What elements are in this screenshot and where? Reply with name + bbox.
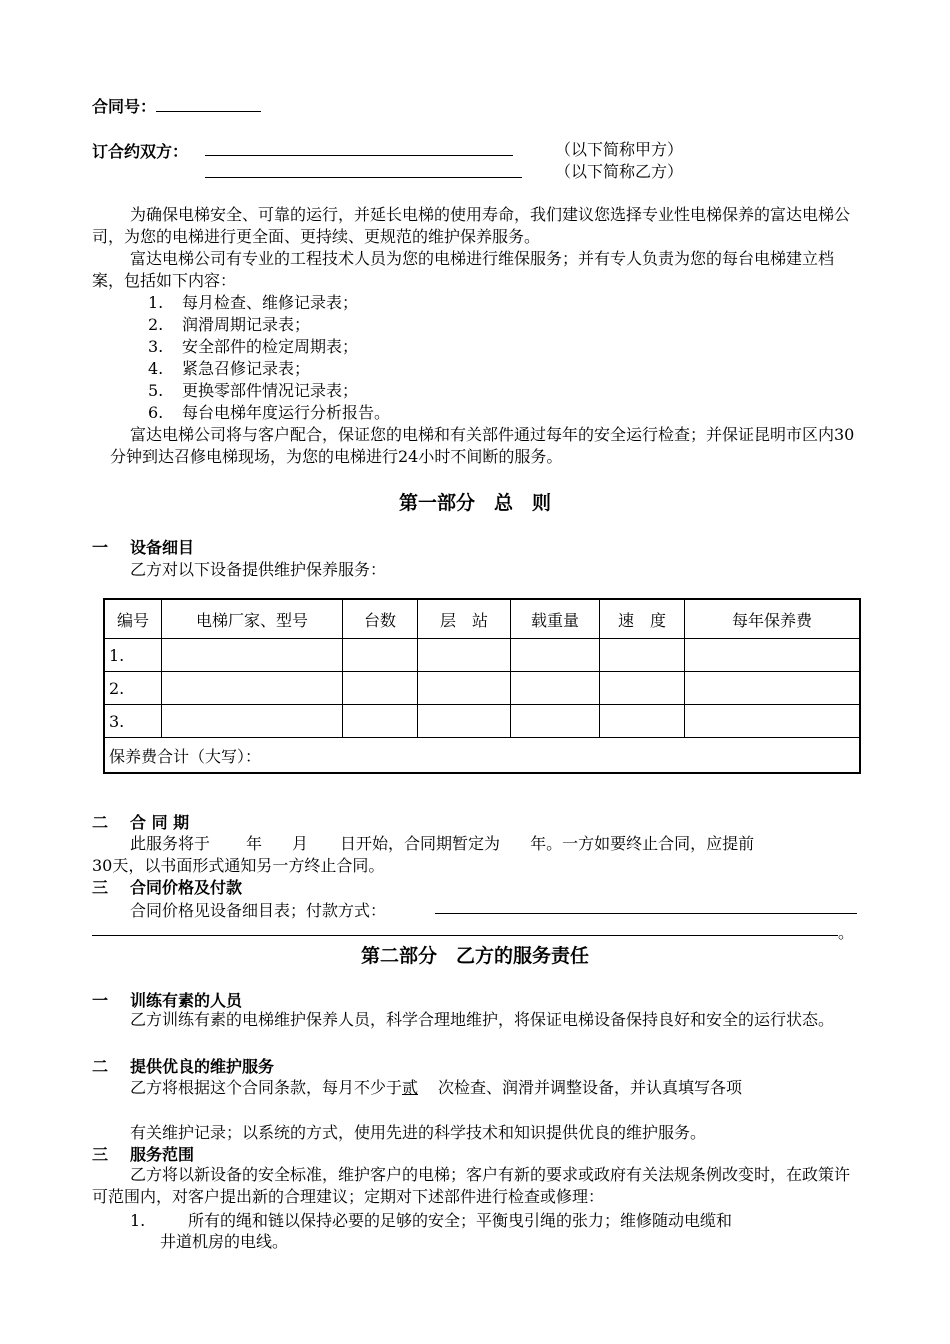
contract-number — [92, 94, 261, 117]
list-item: 1. 所有的绳和链以保持必要的足够的安全；平衡曳引绳的张力；维修随动电缆和 — [130, 1211, 733, 1230]
section-heading: 一 训练有素的人员 — [92, 991, 243, 1010]
table-cell[interactable] — [600, 705, 685, 738]
table-row — [104, 705, 860, 738]
contract-period-line: 此服务将于 年 月 日开始，合同期暂定为 年。一方如要终止合同，应提前 — [130, 834, 755, 853]
payment-end-period: 。 — [838, 923, 855, 942]
section-text: 乙方对以下设备提供维护保养服务： — [130, 560, 387, 579]
intro-paragraph-3: 富达电梯公司将与客户配合，保证您的电梯和有关部件通过每年的安全运行检查；并保证昆明市区内30分钟到达召修电梯现场，为您的电梯进行24小时不间断的服务。 — [110, 425, 855, 466]
table-header: 载重量 — [511, 599, 600, 639]
intro-paragraph-2: 富达电梯公司有专业的工程技术人员为您的电梯进行维保服务；并有专人负责为您的每台电梯建立档案，包括如下内容： — [92, 249, 835, 290]
table-cell[interactable] — [418, 672, 511, 705]
table-cell[interactable] — [600, 672, 685, 705]
total-fee-label[interactable]: 保养费合计（大写）： — [104, 738, 860, 774]
table-cell: 1. — [104, 639, 162, 672]
equipment-table — [103, 598, 861, 774]
table-header: 台数 — [343, 599, 418, 639]
section-heading: 二 提供优良的维护服务 — [92, 1057, 275, 1076]
party-b-blank[interactable] — [205, 162, 522, 178]
table-cell[interactable] — [685, 672, 861, 705]
table-header: 电梯厂家、型号 — [162, 599, 343, 639]
table-cell[interactable] — [511, 705, 600, 738]
section-text: 乙方将以新设备的安全标准，维护客户的电梯；客户有新的要求或政府有关法规条例改变时，在政策许可范围内，对客户提出新的合理建议；定期对下述部件进行检查或修理： — [92, 1165, 851, 1206]
table-cell[interactable] — [511, 672, 600, 705]
section-heading: 一 设备细目 — [92, 538, 195, 557]
payment-method-blank-2[interactable] — [92, 920, 838, 936]
table-cell: 3. — [104, 705, 162, 738]
intro-paragraph-1: 为确保电梯安全、可靠的运行，并延长电梯的使用寿命，我们建议您选择专业性电梯保养的富达电梯公司，为您的电梯进行更全面、更持续、更规范的维护保养服务。 — [92, 205, 851, 246]
table-cell[interactable] — [343, 705, 418, 738]
list-item: 6. 每台电梯年度运行分析报告。 — [148, 403, 391, 422]
table-cell[interactable] — [162, 672, 343, 705]
list-item: 3. 安全部件的检定周期表； — [148, 337, 359, 356]
list-item: 2. 润滑周期记录表； — [148, 315, 311, 334]
list-item: 5. 更换零部件情况记录表； — [148, 381, 359, 400]
maintenance-count[interactable]: 贰 — [402, 1078, 419, 1097]
party-a-note: （以下简称甲方） — [555, 140, 684, 159]
list-item: 4. 紧急召修记录表； — [148, 359, 311, 378]
table-header: 速 度 — [600, 599, 685, 639]
section-heading: 二 合 同 期 — [92, 813, 190, 832]
contract-period-line-2: 30天，以书面形式通知另一方终止合同。 — [92, 856, 385, 875]
payment-method-blank[interactable] — [435, 898, 857, 914]
contract-number-label: 合同号： — [92, 97, 157, 116]
maintenance-frequency-line: 乙方将根据这个合同条款，每月不少于贰 次检查、润滑并调整设备，并认真填写各项 — [130, 1075, 742, 1098]
table-cell[interactable] — [511, 639, 600, 672]
parties-label: 订合约双方： — [92, 142, 189, 161]
contract-number-blank[interactable] — [156, 96, 261, 112]
section-heading: 三 合同价格及付款 — [92, 878, 243, 897]
part2-title: 第二部分 乙方的服务责任 — [360, 945, 589, 967]
table-header-row — [104, 599, 860, 639]
list-item-continuation: 井道机房的电线。 — [160, 1232, 289, 1251]
section-text: 有关维护记录；以系统的方式，使用先进的科学技术和知识提供优良的维护服务。 — [130, 1123, 707, 1142]
table-header: 层 站 — [418, 599, 511, 639]
list-item: 1. 每月检查、维修记录表； — [148, 293, 359, 312]
section-text: 乙方训练有素的电梯维护保养人员，科学合理地维护，将保证电梯设备保持良好和安全的运行状态。 — [130, 1010, 835, 1029]
table-cell[interactable] — [343, 639, 418, 672]
table-cell[interactable] — [418, 639, 511, 672]
table-cell[interactable] — [685, 639, 861, 672]
payment-method-label: 合同价格见设备细目表；付款方式： — [130, 901, 387, 920]
table-cell[interactable] — [162, 639, 343, 672]
table-header: 编号 — [104, 599, 162, 639]
party-b-note: （以下简称乙方） — [555, 162, 684, 181]
table-cell[interactable] — [600, 639, 685, 672]
table-cell[interactable] — [418, 705, 511, 738]
table-cell[interactable] — [162, 705, 343, 738]
table-cell: 2. — [104, 672, 162, 705]
party-a-blank[interactable] — [205, 140, 513, 156]
table-row — [104, 639, 860, 672]
table-cell[interactable] — [685, 705, 861, 738]
part1-title: 第一部分 总 则 — [398, 492, 551, 514]
table-cell[interactable] — [343, 672, 418, 705]
table-row — [104, 672, 860, 705]
table-header: 每年保养费 — [685, 599, 861, 639]
section-heading: 三 服务范围 — [92, 1145, 195, 1164]
table-total-row — [104, 738, 860, 774]
